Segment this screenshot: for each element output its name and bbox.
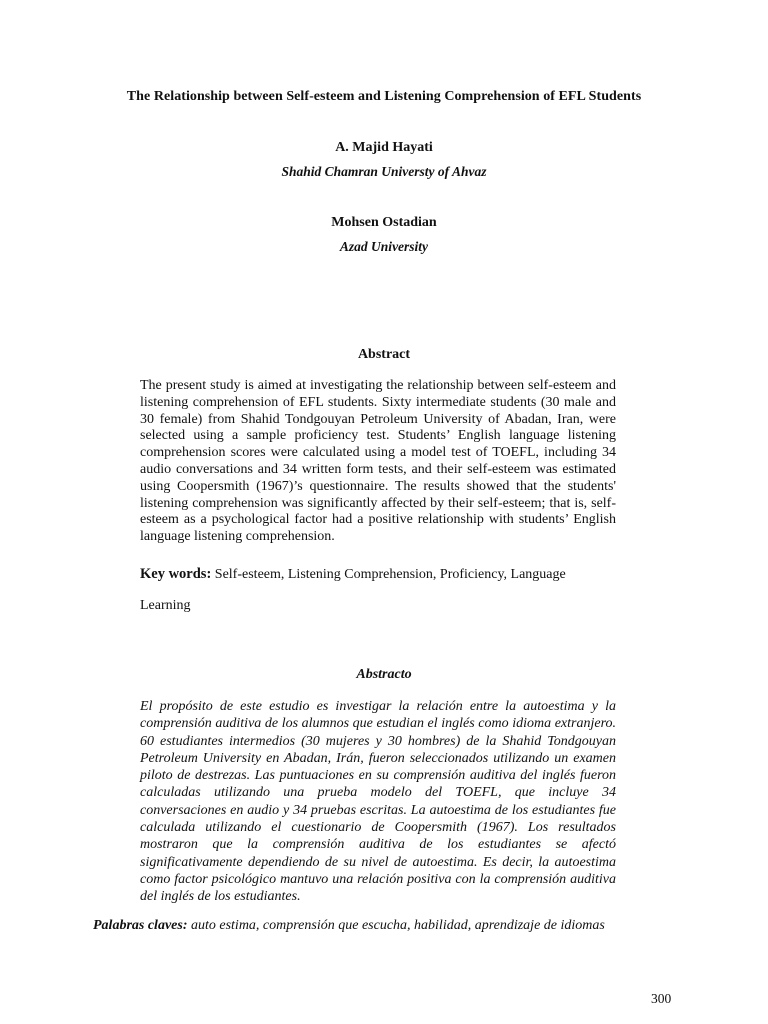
abstract-body: The present study is aimed at investigating the relationship between self-esteem and listening comprehension of EFL students. Sixty intermediate students (30 male and 30 female) from Shahid Tondgouyan Petroleum University of Abadan, Iran, were selected using a sample proficiency test. Students’ English language listening comprehension scores were calculated using a model test of TOEFL, including 34 audio conversations and 34 written form tests, and their self-esteem was estimated using Coopersmith (1967)’s questionnaire. The results showed that the students' listening comprehension was significantly affected by their self-esteem; that is, self-esteem as a psychological factor had a positive relationship with students’ English language listening comprehension.	[140, 378, 616, 545]
author-name-2: Mohsen Ostadian	[331, 215, 437, 230]
keywords-text: Self-esteem, Listening Comprehension, Proficiency, Language	[214, 567, 566, 582]
palabras-claves-label: Palabras claves:	[93, 918, 188, 933]
abstracto-body: El propósito de este estudio es investigar la relación entre la autoestima y la comprensión auditiva de los alumnos que estudian el inglés como idioma extranjero. 60 estudiantes intermedios (30 mujeres y 30 hombres) de la Shahid Tondgouyan Petroleum University en Abadan, Irán, fueron seleccionados utilizando un examen piloto de destrezas. Las puntuaciones en su comprensión auditiva del inglés fueron calculadas utilizando una prueba modelo del TOEFL, que incluye 34 conversaciones en audio y 34 pruebas escritas. La autoestima de los estudiantes fue calculada utilizando el cuestionario de Coopersmith (1967). Los resultados mostraron que la comprensión auditiva de los estudiantes se afectó significativamente dependiendo de su nivel de autoestima. Es decir, la autoestima como factor psicológico mantuvo una relación positiva con la comprensión auditiva del inglés de los estudiantes.	[140, 699, 616, 905]
abstracto-keywords	[93, 918, 605, 935]
abstracto-heading: Abstracto	[356, 667, 412, 682]
page-number: 300	[651, 991, 672, 1006]
abstract-keywords	[140, 566, 620, 584]
author-affiliation-2: Azad University	[339, 239, 429, 254]
abstract-keywords-continued: Learning	[140, 598, 191, 613]
author-name-1: A. Majid Hayati	[335, 140, 433, 155]
paper-title: The Relationship between Self-esteem and Listening Comprehension of EFL Students	[126, 89, 642, 104]
abstract-heading: Abstract	[357, 347, 411, 362]
author-affiliation-1: Shahid Chamran Universty of Ahvaz	[281, 164, 487, 179]
keywords-label: Key words:	[140, 566, 212, 582]
palabras-claves-text: auto estima, comprensión que escucha, habilidad, aprendizaje de idiomas	[190, 918, 605, 933]
